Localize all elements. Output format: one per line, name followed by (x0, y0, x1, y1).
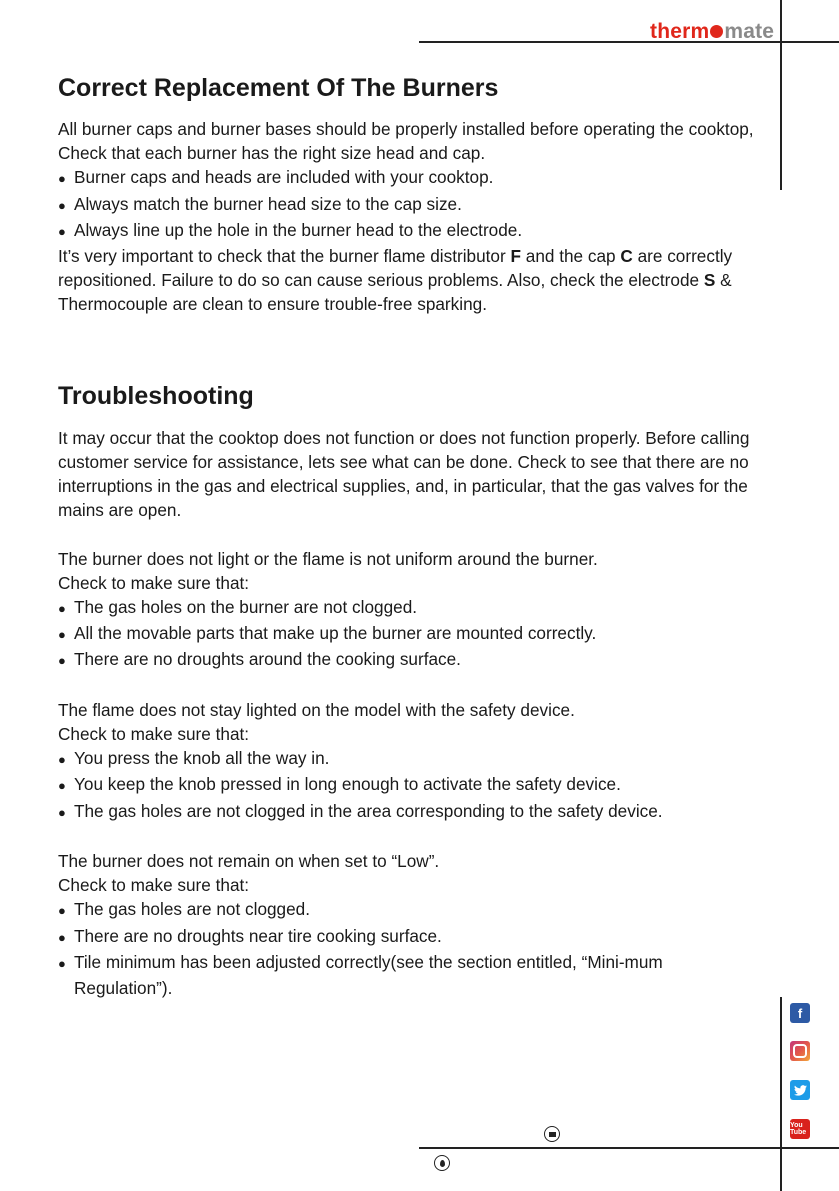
troubleshooting-intro: It may occur that the cooktop does not function or does not function properly. Before calling customer service for assistance, lets see what can be done. Check to see that there are no interruptions in the gas and electrical supplies, and, in particular, that the gas valves for the mains are open. (58, 427, 750, 521)
section-title-burners: Correct Replacement Of The Burners (58, 74, 499, 102)
list-item: ● Tile minimum has been adjusted correctly(see the section entitled, “Mini-mum Regulation”). (58, 950, 758, 1000)
list-item: ● The gas holes are not clogged in the area corresponding to the safety device. (58, 799, 758, 825)
instagram-icon[interactable] (790, 1041, 810, 1061)
margin-rule-bottom (780, 997, 782, 1191)
brand-logo: therm mate (650, 20, 775, 43)
check-label: Check to make sure that: (58, 572, 250, 593)
margin-rule-top (780, 0, 782, 190)
list-item: ● You press the knob all the way in. (58, 746, 758, 772)
problem-heading: The flame does not stay lighted on the model with the safety device. (58, 699, 575, 720)
header-rule (419, 41, 839, 43)
burners-intro: All burner caps and burner bases should be properly installed before operating the cooktop, Check that each burner has the right size head and cap. (58, 119, 754, 164)
problem-heading: The burner does not light or the flame is not uniform around the burner. (58, 548, 598, 569)
problem-list (58, 897, 758, 1000)
list-item: ● Burner caps and heads are included with your cooktop. (58, 165, 758, 191)
list-item: ● Always line up the hole in the burner head to the electrode. (58, 218, 758, 244)
burners-note: It’s very important to check that the burner flame distributor F and the cap C are correctly repositioned. Failure to do so can cause serious problems. Also, check the electrode S & Thermocouple are clean to ensure trouble-free sparking. (58, 246, 733, 315)
check-label: Check to make sure that: (58, 875, 250, 896)
problem-list (58, 746, 758, 825)
list-item: ● The gas holes on the burner are not clogged. (58, 595, 758, 621)
check-label: Check to make sure that: (58, 724, 250, 745)
page-content (58, 72, 758, 1000)
problem-list (58, 595, 758, 674)
list-item: ● There are no droughts near tire cooking surface. (58, 924, 758, 950)
twitter-icon[interactable] (790, 1080, 810, 1100)
burners-list (58, 165, 758, 244)
problem-heading: The burner does not remain on when set to “Low”. (58, 851, 440, 872)
brand-logo-dot (710, 25, 723, 38)
mail-icon (544, 1126, 560, 1142)
facebook-icon[interactable]: f (790, 1003, 810, 1023)
footer-rule (419, 1147, 839, 1149)
list-item: ● All the movable parts that make up the burner are mounted correctly. (58, 621, 758, 647)
list-item: ● The gas holes are not clogged. (58, 897, 758, 923)
location-icon (434, 1155, 450, 1171)
youtube-icon[interactable]: You Tube (790, 1119, 810, 1139)
list-item: ● There are no droughts around the cooking surface. (58, 647, 758, 673)
list-item: ● You keep the knob pressed in long enough to activate the safety device. (58, 772, 758, 798)
list-item: ● Always match the burner head size to the cap size. (58, 192, 758, 218)
section-title-troubleshooting: Troubleshooting (58, 381, 254, 410)
